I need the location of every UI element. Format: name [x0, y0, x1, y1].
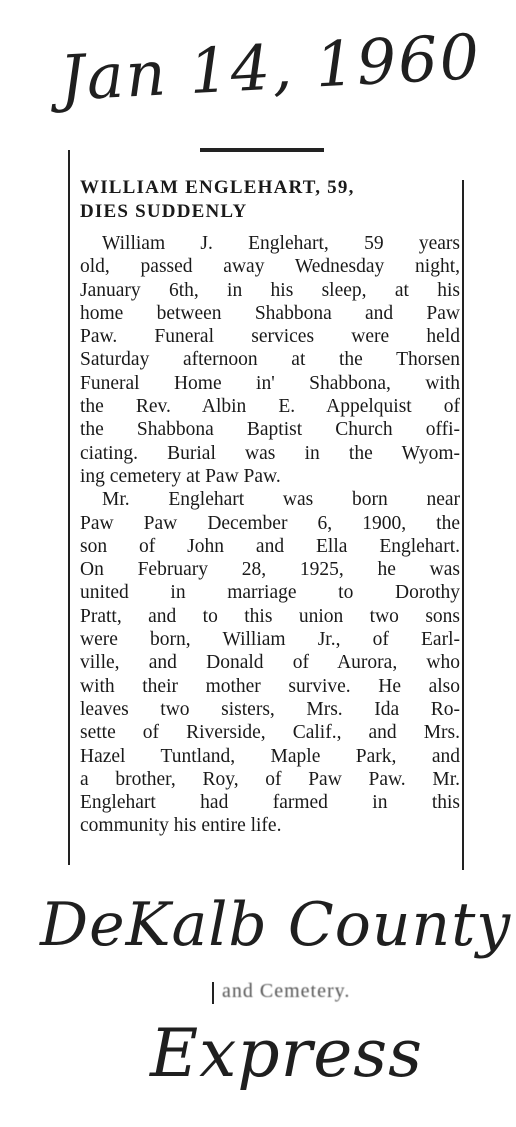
text-line: Saturday afternoon at the Thorsen	[80, 349, 460, 371]
text-line: On February 28, 1925, he was	[80, 559, 460, 581]
text-line: Hazel Tuntland, Maple Park, and	[80, 745, 460, 767]
text-line: leaves two sisters, Mrs. Ida Ro-	[80, 698, 460, 720]
top-rule	[200, 148, 324, 152]
handwritten-date: Jan 14, 1960	[58, 19, 483, 115]
text-line: Mr. Englehart was born near	[102, 489, 460, 511]
headline-line: DIES SUDDENLY	[80, 201, 248, 222]
text-line: ville, and Donald of Aurora, who	[80, 652, 460, 674]
text-line: son of John and Ella Englehart.	[80, 535, 460, 557]
text-line: the Rev. Albin E. Appelquist of	[80, 396, 460, 418]
text-line: William J. Englehart, 59 years	[102, 233, 460, 254]
handwritten-newspaper-name: DeKalb County	[40, 890, 512, 960]
text-line: community his entire life.	[80, 815, 282, 837]
text-line: with their mother survive. He also	[80, 675, 460, 697]
text-line: ciating. Burial was in the Wyom-	[80, 442, 460, 464]
text-line: Pratt, and to this union two sons	[80, 605, 460, 627]
text-line: Paw Paw December 6, 1900, the	[80, 512, 460, 534]
handwritten-newspaper-name-2: Express	[150, 1015, 423, 1092]
text-line: united in marriage to Dorothy	[80, 582, 460, 604]
text-line: Funeral Home in' Shabbona, with	[80, 372, 460, 394]
text-line: the Shabbona Baptist Church offi-	[80, 419, 460, 441]
text-line: ing cemetery at Paw Paw.	[80, 465, 281, 487]
text-line: a brother, Roy, of Paw Paw. Mr.	[80, 768, 460, 790]
text-line: sette of Riverside, Calif., and Mrs.	[80, 722, 460, 744]
newspaper-clipping	[80, 176, 460, 838]
obituary-paragraph-2	[80, 488, 460, 837]
text-line: Paw. Funeral services were held	[80, 326, 460, 348]
clipped-fragment-text: and Cemetery.	[222, 980, 351, 1002]
fragment-rule	[212, 982, 214, 1004]
headline	[80, 176, 460, 224]
obituary-paragraph-1	[80, 232, 460, 488]
text-line: January 6th, in his sleep, at his	[80, 279, 460, 301]
right-column-rule	[462, 180, 464, 870]
headline-line: WILLIAM ENGLEHART, 59,	[80, 177, 355, 198]
left-column-rule	[68, 150, 70, 865]
text-line: old, passed away Wednesday night,	[80, 256, 460, 278]
text-line: Englehart had farmed in this	[80, 792, 460, 814]
text-line: home between Shabbona and Paw	[80, 302, 460, 324]
text-line: were born, William Jr., of Earl-	[80, 629, 460, 651]
